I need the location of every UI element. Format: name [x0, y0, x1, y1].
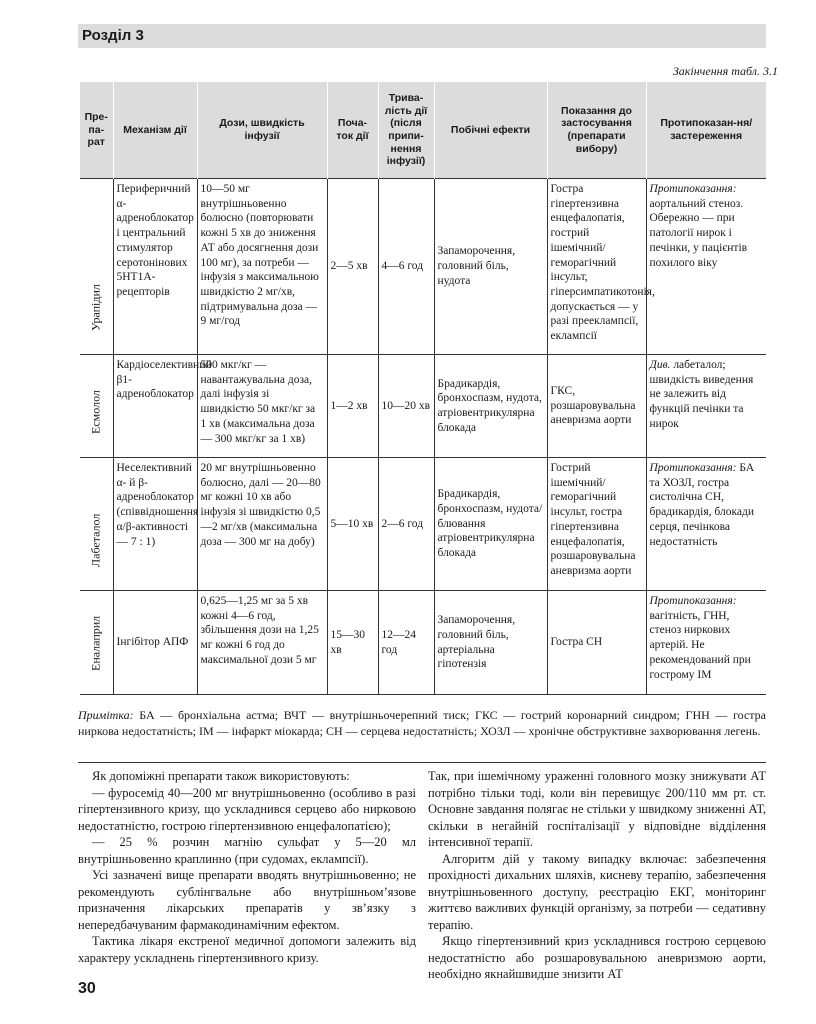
- onset-cell: 2—5 хв: [327, 179, 378, 355]
- side-effects-cell: Запаморочення, головний біль, артеріальна гіпотензія: [434, 591, 547, 695]
- drug-name: Есмолол: [88, 389, 103, 434]
- drug-name: Урапідил: [88, 283, 103, 331]
- dose-cell: 10—50 мг внутрішньовенно болюсно (повторювати кожні 5 хв до зниження АТ або досягнення дози 100 мг), за потреби — інфузія з максимальною швидкістю 2 мг/хв, підтримувальна доза — 9 мг/год: [197, 179, 327, 355]
- table-row: [80, 591, 766, 695]
- header-indications: Показання до застосування (препарати вибору): [547, 82, 646, 179]
- drug-name-cell: [80, 458, 113, 591]
- drug-name-cell: [80, 355, 113, 458]
- contraindications-cell: [646, 591, 766, 695]
- indications-cell: ГКС, розшаровувальна аневризма аорти: [547, 355, 646, 458]
- section-header: [78, 24, 766, 48]
- contra-label: Протипоказання:: [649, 595, 737, 607]
- onset-cell: 5—10 хв: [327, 458, 378, 591]
- duration-cell: 2—6 год: [378, 458, 434, 591]
- contra-text: БА та ХОЗЛ, гостра систолічна СН, брадикардія, блокади серця, печінкова недостатність: [649, 462, 755, 548]
- paragraph: Так, при ішемічному ураженні головного мозку знижувати АТ потрібно тільки тоді, коли він перевищує 200/110 мм рт. ст. Основне завдання полягає не стільки у швидкому зниженні АТ, скільки в негайній госпіталізації у відповідне відділення інтенсивної терапії.: [428, 769, 766, 849]
- dose-cell: 0,625—1,25 мг за 5 хв кожні 4—6 год, збільшення дози на 1,25 мг кожні 6 год до максимальної дози 5 мг: [197, 591, 327, 695]
- paragraph: Як допоміжні препарати також використовують:: [92, 769, 350, 783]
- note-label: Примітка:: [78, 708, 134, 722]
- body-column-left: [78, 768, 416, 966]
- contra-label: Див.: [649, 359, 671, 371]
- table-row: [80, 355, 766, 458]
- table-note: [78, 708, 766, 739]
- header-mechanism: Механізм дії: [113, 82, 197, 179]
- duration-cell: 12—24 год: [378, 591, 434, 695]
- divider: [78, 762, 766, 763]
- table-caption: Закінчення табл. 3.1: [672, 64, 778, 78]
- paragraph: — 25 % розчин магнію сульфат у 5—20 мл внутрішньовенно краплинно (при судомах, еклампсії).: [78, 835, 416, 866]
- note-text: БА — бронхіальна астма; ВЧТ — внутрішньочерепний тиск; ГКС — гострий коронарний синдром; ГНН — гостра ниркова недостатність; ІМ — інфаркт міокарда; СН — серцева недостатність; ХОЗЛ — хронічне обструктивне захворювання легень.: [78, 708, 767, 738]
- dose-cell: 500 мкг/кг — навантажувальна доза, далі інфузія зі швидкістю 50 мкг/кг за 1 хв (максимальна доза — 300 мкг/кг за 1 хв): [197, 355, 327, 458]
- mechanism-cell: Кардіоселективний β1-адреноблокатор: [113, 355, 197, 458]
- indications-cell: Гострий ішемічний/геморагічний інсульт, гостра гіпертензивна енцефалопатія, розшаровувальна аневризма аорти: [547, 458, 646, 591]
- drug-name: Еналаприл: [88, 615, 103, 671]
- indications-cell: Гостра СН: [547, 591, 646, 695]
- onset-cell: 15—30 хв: [327, 591, 378, 695]
- contra-text: вагітність, ГНН, стеноз ниркових артерій. Не рекомендований при гострому ІМ: [649, 609, 751, 681]
- paragraph: Якщо гіпертензивний криз ускладнився гострою серцевою недостатністю або розшаровувальною аневризмою аорти, необхідно якнайшвидше знизити АТ: [428, 934, 766, 981]
- dose-cell: 20 мг внутрішньовенно болюсно, далі — 20—80 мг кожні 10 хв або інфузія зі швидкістю 0,5—2 мг/хв (максимальна доза — 300 мг на добу): [197, 458, 327, 591]
- side-effects-cell: Брадикардія, бронхоспазм, нудота/блювання атріовентрикулярна блокада: [434, 458, 547, 591]
- table-row: [80, 179, 766, 355]
- contra-label: Протипоказання:: [649, 462, 737, 474]
- drug-table: [80, 82, 766, 695]
- contra-text: аортальний стеноз. Обережно — при патології нирок і печінки, у пацієнтів похилого віку: [649, 197, 748, 269]
- duration-cell: 10—20 хв: [378, 355, 434, 458]
- header-side-effects: Побічні ефекти: [434, 82, 547, 179]
- paragraph: Тактика лікаря екстреної медичної допомоги залежить від характеру ускладнень гіпертензивного кризу.: [78, 934, 416, 965]
- duration-cell: 4—6 год: [378, 179, 434, 355]
- header-drug: Пре-па-рат: [80, 82, 113, 179]
- body-column-right: [428, 768, 766, 983]
- paragraph: Алгоритм дій у такому випадку включає: забезпечення прохідності дихальних шляхів, кисневу терапію, забезпечення внутрішньовенного доступу, реєстрацію ЕКГ, моніторинг життєво важливих функцій організму, за потреби — седативну терапію.: [428, 851, 766, 932]
- contraindications-cell: [646, 179, 766, 355]
- drug-name-cell: [80, 179, 113, 355]
- table-row: [80, 458, 766, 591]
- onset-cell: 1—2 хв: [327, 355, 378, 458]
- drug-name-cell: [80, 591, 113, 695]
- mechanism-cell: Неселективний α- й β-адреноблокатор (співвідношення α/β-активності — 7 : 1): [113, 458, 197, 591]
- section-title: Розділ 3: [82, 27, 144, 44]
- contra-text: лабеталол; швидкість виведення не залежить від функцій печінки та нирок: [649, 359, 754, 430]
- mechanism-cell: Інгібітор АПФ: [113, 591, 197, 695]
- contraindications-cell: [646, 355, 766, 458]
- indications-cell: Гостра гіпертензивна енцефалопатія, гострий ішемічний/геморагічний інсульт, гіперсимпатикотонія, допускається — у разі прееклампсії, еклампсії: [547, 179, 646, 355]
- contra-label: Протипоказання:: [649, 183, 737, 195]
- header-duration: Трива-лість дії (після припи-нення інфузії): [378, 82, 434, 179]
- header-onset: Поча-ток дії: [327, 82, 378, 179]
- drug-name: Лабеталол: [88, 513, 103, 567]
- page-number: 30: [78, 980, 96, 997]
- header-dose: Дози, швидкість інфузії: [197, 82, 327, 179]
- header-contraindications: Протипоказан-ня/застереження: [646, 82, 766, 179]
- side-effects-cell: Запаморочення, головний біль, нудота: [434, 179, 547, 355]
- mechanism-cell: Периферичний α-адреноблокатор і центральний стимулятор серотонінових 5HT1A-рецепторів: [113, 179, 197, 355]
- table-header-row: [80, 82, 766, 179]
- side-effects-cell: Брадикардія, бронхоспазм, нудота, атріовентрикулярна блокада: [434, 355, 547, 458]
- paragraph: Усі зазначені вище препарати вводять внутрішньовенно; не рекомендують сублінгвальне або внутрішньом’язове призначення лікарських препаратів у зв’язку з непередбачуваним фармакодинамічним ефектом.: [78, 868, 416, 932]
- paragraph: — фуросемід 40—200 мг внутрішньовенно (особливо в разі гіпертензивного кризу, що ускладнився серцево або нирковою недостатністю, гострою гіпертензивною енцефалопатією);: [78, 785, 416, 833]
- contraindications-cell: [646, 458, 766, 591]
